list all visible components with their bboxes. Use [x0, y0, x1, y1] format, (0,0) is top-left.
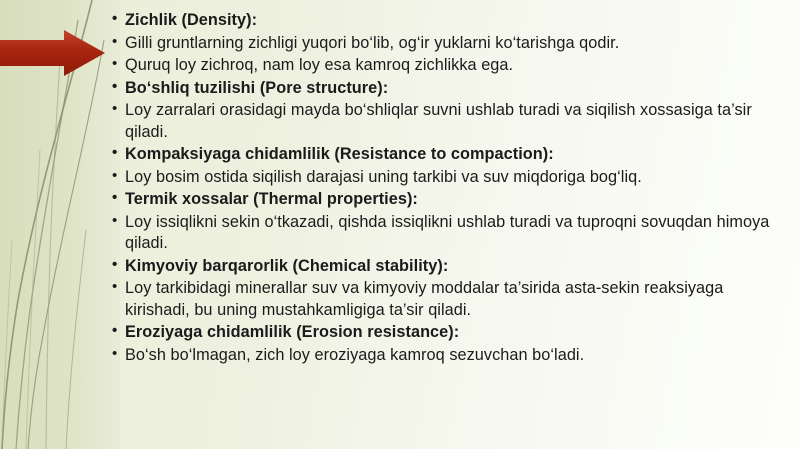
list-item: • Gilli gruntlarning zichligi yuqori bo‘lib, og‘ir yuklarni ko‘tarishga qodir.: [112, 33, 790, 55]
bullet-list: [112, 10, 790, 366]
list-item: • Loy zarralari orasidagi mayda bo‘shliqlar suvni ushlab turadi va siqilish xossasiga ta’sir qiladi.: [112, 100, 790, 143]
list-item: • Loy bosim ostida siqilish darajasi uning tarkibi va suv miqdoriga bog‘liq.: [112, 167, 790, 189]
list-item: • Eroziyaga chidamlilik (Erosion resistance):: [112, 322, 790, 344]
list-item: • Bo‘sh bo‘lmagan, zich loy eroziyaga kamroq sezuvchan bo‘ladi.: [112, 345, 790, 367]
red-arrow-icon: [0, 30, 105, 76]
list-item: • Kimyoviy barqarorlik (Chemical stability):: [112, 256, 790, 278]
list-item: • Bo‘shliq tuzilishi (Pore structure):: [112, 78, 790, 100]
slide-content: [112, 10, 790, 440]
list-item: • Quruq loy zichroq, nam loy esa kamroq zichlikka ega.: [112, 55, 790, 77]
list-item: • Loy tarkibidagi minerallar suv va kimyoviy moddalar ta’sirida asta-sekin reaksiyaga kirishadi, bu uning mustahkamligiga ta’sir qiladi.: [112, 278, 790, 321]
list-item: • Loy issiqlikni sekin o‘tkazadi, qishda issiqlikni ushlab turadi va tuproqni sovuqdan himoya qiladi.: [112, 212, 790, 255]
list-item: • Kompaksiyaga chidamlilik (Resistance to compaction):: [112, 144, 790, 166]
list-item: • Termik xossalar (Thermal properties):: [112, 189, 790, 211]
list-item: • Zichlik (Density):: [112, 10, 790, 32]
